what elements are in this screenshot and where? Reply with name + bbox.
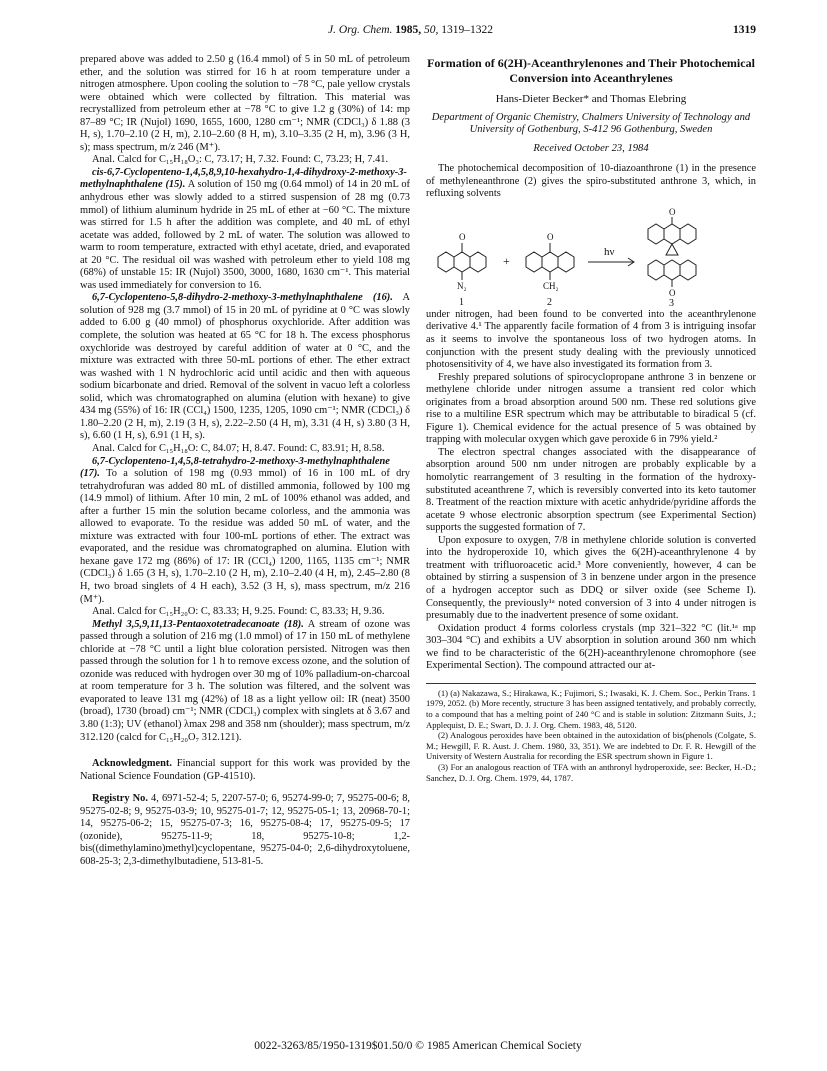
registry-heading: Registry No. bbox=[92, 793, 148, 805]
paragraph-text: A solution of 150 mg (0.64 mmol) of 14 in 20 mL of anhydrous ether was slowly added to a stirred suspension of 28 mg (0.73 mmol) of lithium aluminum hydride in 25 mL of ether at −60 °C. The mixture was stirred for 1.5 h after the addition was complete, and 40 mL of ethyl acetate was added, followed by 2 mL of water. The solution was allowed to warm to room temperature, extracted with ethyl acetate, dried, and evaporated at 20 °C. The residual oil was washed with petroleum ether to yield 108 mg (68%) of unstable 15: IR (Nujol) 3500, 3000, 1680, 1630 cm⁻¹. This material was used immediately for conversion to 16. bbox=[80, 179, 410, 291]
left-column bbox=[80, 54, 410, 868]
compound-2-structure bbox=[526, 243, 574, 280]
acknowledgment bbox=[80, 758, 410, 783]
footnote: (2) Analogous peroxides have been obtained in the autoxidation of bis(phenols (Colgate, S. M.; Hewgill, F. R. Aust. J. Chem. 1980, 33, 351). We are indebted to Dr. F. R. Hewgill of the University of Western Australia for recording the ESR spectrum shown in Figure 1. bbox=[426, 730, 756, 762]
oxygen-label: O bbox=[669, 206, 676, 217]
journal-year: 1985, bbox=[395, 24, 422, 36]
plus-sign: + bbox=[503, 253, 510, 268]
copyright-footer: 0022-3263/85/1950-1319$01.50/0 © 1985 American Chemical Society bbox=[254, 1040, 582, 1052]
paragraph: Anal. Calcd for C₁₅H₂₀O: C, 83.33; H, 9.25. Found: C, 83.33; H, 9.36. bbox=[92, 606, 385, 618]
paragraph: Oxidation product 4 forms colorless crystals (mp 321–322 °C (lit.¹ᵃ mp 303–304 °C) and exhibits a UV absorption in solution around 360 nm which we find to be characteristic of the 6(2H)-aceanthrylenone chromophore (see Experimental Section). The compound attracted our at- bbox=[426, 622, 756, 672]
paragraph-text: A solution of 928 mg (3.7 mmol) of 15 in 20 mL of pyridine at 0 °C was slowly added to 6.00 g (40 mmol) of phosphorus oxychloride. After addition was complete, the solution was heated at 65 °C for 18 h. The excess phosphorus oxychloride was destroyed by careful addition of water at 0 °C, and the mixture was extracted with three 50-mL portions of ether. The ether extract was washed with 1 N hydrochloric acid until acidic and then with aqueous sodium bicarbonate and dried. Removal of the solvent in vacuo left a colorless solid, which was chromatographed on alumina (elution with hexane) to give 434 mg (55%) of 16: IR (CCl₄) 1500, 1235, 1205, 1090 cm⁻¹; NMR (CDCl₃) δ 1.80–2.20 (2 H, m), 2.19 (3 H, s), 2.22–2.50 (4 H, m), 3.31 (4 H, s) 3.80 (3 H, s), 6.60 (1 H, s), 6.91 (1 H, s). bbox=[80, 292, 410, 442]
paragraph: Anal. Calcd for C₁₅H₁₈O₃: C, 73.17; H, 7.32. Found: C, 73.23; H, 7.41. bbox=[92, 154, 389, 166]
paragraph bbox=[80, 456, 410, 607]
right-column bbox=[426, 54, 756, 783]
journal-volume: 50, bbox=[424, 24, 439, 36]
journal-pages: 1319–1322 bbox=[441, 24, 494, 36]
footnotes bbox=[426, 683, 756, 783]
article-title: Formation of 6(2H)-Aceanthrylenones and Their Photochemical Conversion into Aceanthrylenes bbox=[427, 56, 755, 85]
footnote: (3) For an analogous reaction of TFA with an anthronyl hydroperoxide, see: Becker, H.-D.; Sanchez, D. J. Org. Chem. 1979, 44, 1787. bbox=[426, 761, 756, 783]
paragraph: Freshly prepared solutions of spirocyclopropane anthrone 3 in benzene or methylene chloride under nitrogen assume a transient red color which originates from a broad absorption around 500 nm. These red solutions give rise to a multiline ESR spectrum which may be attributable to biradical 5 (cf. Figure 1). Chemical evidence for the actual presence of 5 was obtained by trapping with molecular oxygen which gave peroxide 6 in 79% yield.² bbox=[426, 371, 756, 446]
article-affiliation: Department of Organic Chemistry, Chalmers University of Technology and University of Gothenburg, S-412 96 Gothenburg, Sweden bbox=[431, 111, 751, 136]
paragraph: Anal. Calcd for C₁₅H₁₈O: C, 84.07; H, 8.47. Found: C, 83.91; H, 8.58. bbox=[92, 442, 385, 454]
compound-title: 6,7-Cyclopenteno-5,8-dihydro-2-methoxy-3-methylnaphthalene (16). bbox=[92, 292, 393, 304]
oxygen-label: O bbox=[669, 287, 676, 298]
acknowledgment-heading: Acknowledgment. bbox=[92, 758, 172, 770]
paragraph: Upon exposure to oxygen, 7/8 in methylene chloride solution is converted into the hydroperoxide 10, which gives the 6(2H)-aceanthrylenone 4 by treatment with trifluoroacetic acid.³ More conveniently, however, 4 can be obtained by stirring a suspension of 3 in benzene under argon in the presence of a hydrogen acceptor such as DDQ or silver oxide (see Scheme I). Consequently, the previously¹ᵃ noted conversion of 3 into 4 under nitrogen is presumably due to the inadvertent presence of some oxidant. bbox=[426, 534, 756, 622]
paragraph-text: A stream of ozone was passed through a solution of 216 mg (1.0 mmol) of 17 in 150 mL of methylene chloride at −78 °C until a light blue coloration persisted. Nitrogen was then passed through the solution for 1 h to remove excess ozone, and the solution of ozonide was reduced with hydrogen over 30 mg of 10% palladium-on-charcoal at room temperature for 3 h. The solution was filtered, and the solvent was evaporated to leave 131 mg (42%) of 18 as a light yellow oil: IR (neat) 3500 (broad), 1730 (broad) cm⁻¹; NMR (CDCl₃) complex with singlets at δ 3.67 and 3.80 (1:3); UV (ethanol) λmax 298 and 358 nm (shoulder); mass spectrum, m/z 312.120 (calcd for C₁₅H₂₀O₇ 312.121). bbox=[80, 618, 411, 743]
oxygen-label: O bbox=[459, 231, 466, 242]
compound-title: cis-6,7-Cyclopenteno-1,4,5,8,9,10-hexahydro-1,4-dihydroxy-2-methoxy-3-methylnaphthalene (15). bbox=[80, 166, 407, 191]
registry-numbers bbox=[80, 793, 410, 868]
paragraph: The photochemical decomposition of 10-diazoanthrone (1) in the presence of methyleneanthrone (2) gives the spiro-substituted anthrone 3, which, in refluxing solvents bbox=[426, 163, 756, 200]
paragraph: under nitrogen, had been found to be converted into the aceanthrylenone derivative 4.¹ The apparently facile formation of 4 from 3 is intriguing insofar as it seems to involve the spontaneous loss of two hydrogen atoms. In conjunction with the present study dealing with the previously unnoticed photosensitivity of 4, we have also investigated its formation from 3. bbox=[426, 308, 756, 371]
compound-title: Methyl 3,5,9,11,13-Pentaoxotetradecanoate (18). bbox=[92, 618, 304, 630]
acknowledgment-text: Financial support for this work was provided by the National Science Foundation (GP-41510). bbox=[80, 758, 410, 782]
compound-1-structure bbox=[438, 243, 486, 280]
paragraph bbox=[80, 167, 410, 292]
registry-text: 4, 6971-52-4; 5, 2207-57-0; 6, 95274-99-0; 7, 95275-00-6; 8, 95275-02-8; 9, 95275-03-9; 10, 95275-01-7; 12, 95275-05-1; 13, 20968-70-1; 14, 95275-06-2; 15, 95275-07-3; 16, 95275-08-4; 17, 95275-09-5; 17 (ozonide), 95275-11-9; 18, 95275-10-8; 1,2-bis((dimethylamino)methyl)cyclopentane, 95275-04-0; 2,6-dihydroxytoluene, 608-25-3; 2,3-dimethylbutadiene, 513-81-5. bbox=[80, 793, 410, 867]
n2-label: N₂ bbox=[457, 280, 467, 291]
received-date: Received October 23, 1984 bbox=[533, 142, 649, 154]
reaction-scheme-drawing bbox=[426, 207, 756, 307]
compound-3-structure bbox=[648, 217, 696, 287]
reaction-scheme bbox=[426, 207, 756, 307]
journal-citation bbox=[328, 24, 493, 36]
hv-label: hν bbox=[604, 245, 615, 258]
compound-label-1: 1 bbox=[459, 296, 464, 307]
compound-label-3: 3 bbox=[669, 297, 674, 307]
compound-title: 6,7-Cyclopenteno-1,4,5,8-tetrahydro-2-methoxy-3-methylnaphthalene (17). bbox=[80, 455, 390, 480]
ch2-label: CH₂ bbox=[543, 280, 559, 291]
paragraph: The electron spectral changes associated with the disappearance of absorption around 500 nm under nitrogen are probably explicable by a homolytic rearrangement of 3 resulting in the formation of the hydroxy-substituted aceanthrene 7, which is reversibly converted into its keto tautomer 8. Treatment of the reaction mixture with acetic anhydride/pyridine affords the acetate 9 whose electronic absorption spectrum (see Experimental Section) supports the suggested formation of 7. bbox=[426, 446, 756, 534]
page-number: 1319 bbox=[733, 24, 756, 36]
footnote: (1) (a) Nakazawa, S.; Hirakawa, K.; Fujimori, S.; Iwasaki, K. J. Chem. Soc., Perkin Trans. 1 1979, 2052. (b) More recently, structure 3 has been assigned tentatively, and probably correctly, to a compound that has a melting point of 240 °C and is stable in solution: Zitzmann Suits, J.; Applequist, D. E.; Swart, D. J. J. Org. Chem. 1983, 48, 5120. bbox=[426, 687, 756, 730]
oxygen-label: O bbox=[547, 231, 554, 242]
article-authors: Hans-Dieter Becker* and Thomas Elebring bbox=[495, 93, 687, 105]
paragraph-text: To a solution of 198 mg (0.93 mmol) of 16 in 100 mL of dry tetrahydrofuran was added 80 mL of distilled ammonia, followed by 100 mg (14.9 mmol) of lithium. After 10 min, 2 mL of 100% ethanol was added, and after a further 15 min the solution became colorless, and the ammonia was allowed to evaporate. To the residue was added 50 mL of water, and the mixture was extracted with four 100-mL portions of ether. The extract was evaporated, and the residue was chromatographed on alumina. Elution with hexane gave 172 mg (86%) of 17: IR (CCl₄) 1200, 1165, 1135 cm⁻¹; NMR (CDCl₃) δ 1.65 (3 H, s), 1.70–2.10 (2 H, m), 2.10–2.40 (4 H, m), 2.45–2.80 (8 H, two broad singlets of 4 H each), 3.52 (3 H, s), mass spectrum, m/z 216 (M⁺). bbox=[80, 468, 410, 605]
journal-name: J. Org. Chem. bbox=[328, 24, 393, 36]
compound-label-2: 2 bbox=[547, 296, 552, 307]
paragraph bbox=[80, 292, 410, 443]
paragraph bbox=[80, 619, 410, 744]
paragraph: prepared above was added to 2.50 g (16.4 mmol) of 5 in 50 mL of petroleum ether, and the solution was stirred for 16 h at room temperature under a nitrogen atmosphere. Upon cooling the solution to −78 °C, pale yellow crystals were obtained which were collected by filtration. This material was recrystallized from petroleum ether at −78 °C to give 1.2 g (30%) of 14: mp 87–89 °C; IR (Nujol) 1690, 1655, 1600, 1280 cm⁻¹; NMR (CDCl₃) δ 1.88 (3 H, s), 1.70–2.10 (2 H, m), 2.10–2.60 (8 H, m), 3.10–3.35 (2 H, m), 3.96 (3 H, s); mass spectrum, m/z 246 (M⁺). bbox=[80, 54, 410, 153]
